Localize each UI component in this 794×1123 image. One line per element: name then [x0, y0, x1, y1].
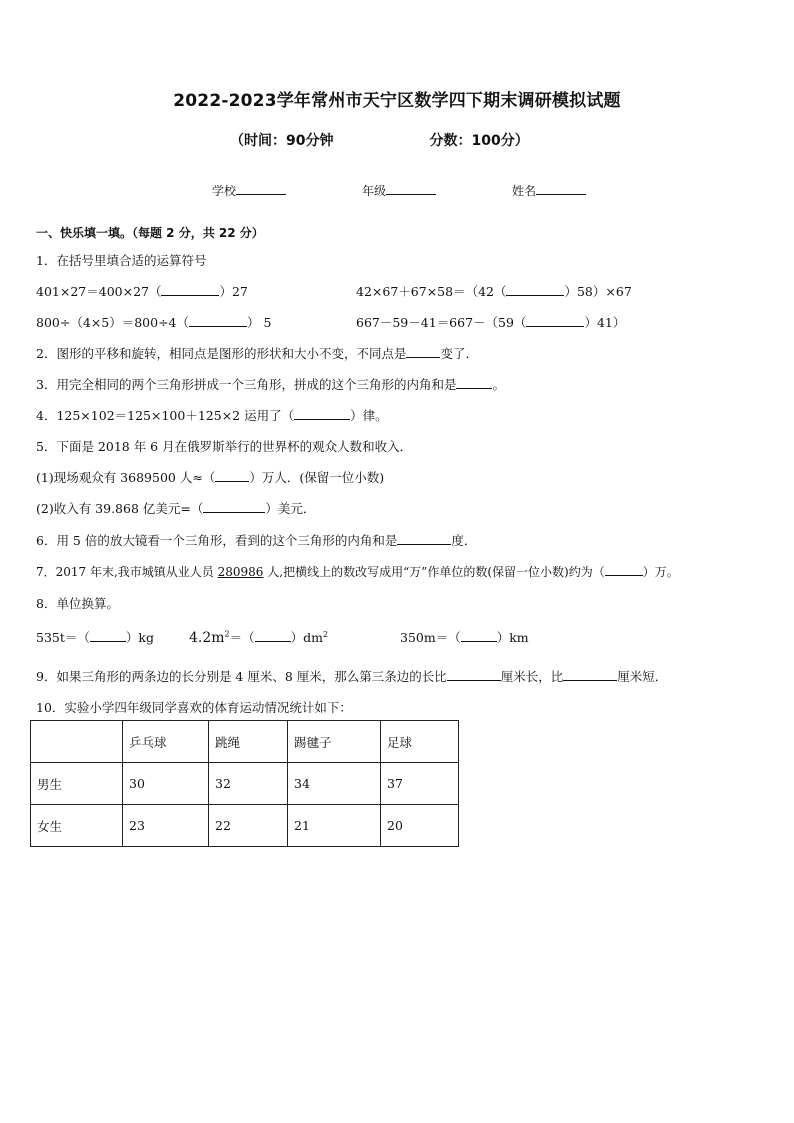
question-8-row	[36, 628, 776, 646]
question-2: 2．图形的平移和旋转，相同点是图形的形状和大小不变，不同点是 变了．	[36, 346, 478, 361]
name-blank	[536, 182, 586, 195]
school-blank	[236, 182, 286, 195]
question-1-stem: 1．在括号里填合适的运算符号	[36, 253, 207, 268]
question-5-stem: 5．下面是 2018 年 6 月在俄罗斯举行的世界杯的观众人数和收入．	[36, 439, 413, 454]
page-title: 2022-2023学年常州市天宁区数学四下期末调研模拟试题	[173, 91, 621, 111]
row-label: 男生	[31, 763, 123, 805]
answer-blank	[255, 629, 291, 642]
answer-blank	[161, 283, 219, 296]
answer-blank	[563, 668, 617, 681]
question-7: 7．2017 年末,我市城镇从业人员 280986 人,把横线上的数改写成用“万”作单位的数(保留一位小数)约为（ ）万。	[36, 565, 679, 579]
answer-blank	[294, 407, 350, 420]
table-cell: 23	[123, 805, 209, 847]
conversion-b: $4.2m^2=$（ ）$dm^2$	[189, 629, 329, 646]
section-heading: 一、快乐填一填。（每题 2 分，共 22 分）	[36, 226, 264, 240]
row-label: 女生	[31, 805, 123, 847]
question-8-stem: 8．单位换算。	[36, 596, 119, 611]
table-row	[31, 805, 459, 847]
exam-time: （时间：90分钟	[230, 133, 334, 149]
answer-blank	[456, 376, 492, 389]
answer-blank	[90, 629, 126, 642]
answer-blank	[397, 532, 451, 545]
answer-blank	[461, 629, 497, 642]
answer-blank	[605, 563, 643, 576]
question-1-row-2: 800÷（4×5）＝800÷4（ ） 5 667－59－41＝667－（59（ ）41）	[36, 315, 626, 330]
table-header-row	[31, 721, 459, 763]
answer-blank	[203, 500, 265, 513]
table-cell: 32	[209, 763, 288, 805]
question-4: 4．125×102＝125×100＋125×2 运用了（ ）律。	[36, 408, 388, 423]
table-cell: 20	[381, 805, 459, 847]
answer-blank	[215, 469, 249, 482]
table-header-cell	[31, 721, 123, 763]
underlined-number: 280986	[217, 565, 264, 579]
question-5-part-1: (1)现场观众有 3689500 人≈（ ）万人．(保留一位小数)	[36, 470, 385, 485]
sports-table	[30, 720, 459, 847]
table-cell: 22	[209, 805, 288, 847]
table-cell: 21	[288, 805, 381, 847]
name-field: 姓名	[512, 182, 586, 199]
table-cell: 34	[288, 763, 381, 805]
question-1-row-1: 401×27＝400×27（ ）27 42×67＋67×58＝（42（ ）58）×67	[36, 284, 632, 299]
student-info	[212, 182, 586, 199]
answer-blank	[447, 668, 501, 681]
school-field: 学校	[212, 182, 286, 199]
table-header-cell: 足球	[381, 721, 459, 763]
answer-blank	[406, 345, 440, 358]
answer-blank	[189, 314, 247, 327]
question-6: 6．用 5 倍的放大镜看一个三角形，看到的这个三角形的内角和是 度．	[36, 533, 477, 548]
table-cell: 30	[123, 763, 209, 805]
table-row	[31, 763, 459, 805]
conversion-c: 350m＝（ ）km	[400, 630, 529, 645]
grade-blank	[386, 182, 436, 195]
table-header-cell: 乒乓球	[123, 721, 209, 763]
exam-score: 分数：100分）	[429, 133, 529, 149]
question-10-stem: 10．实验小学四年级同学喜欢的体育运动情况统计如下：	[36, 700, 352, 715]
conversion-a: 535t＝（ ）kg	[36, 630, 154, 645]
table-header-cell: 踢毽子	[288, 721, 381, 763]
answer-blank	[526, 314, 584, 327]
question-5-part-2: (2)收入有 39.868 亿美元=（ ）美元．	[36, 501, 316, 516]
table-header-cell: 跳绳	[209, 721, 288, 763]
grade-field: 年级	[362, 182, 436, 199]
exam-subtitle	[230, 130, 529, 150]
question-3: 3．用完全相同的两个三角形拼成一个三角形，拼成的这个三角形的内角和是 。	[36, 377, 505, 392]
question-9: 9．如果三角形的两条边的长分别是 4 厘米、8 厘米，那么第三条边的长比 厘米长，比 厘米短．	[36, 669, 668, 684]
table-cell: 37	[381, 763, 459, 805]
answer-blank	[506, 283, 564, 296]
